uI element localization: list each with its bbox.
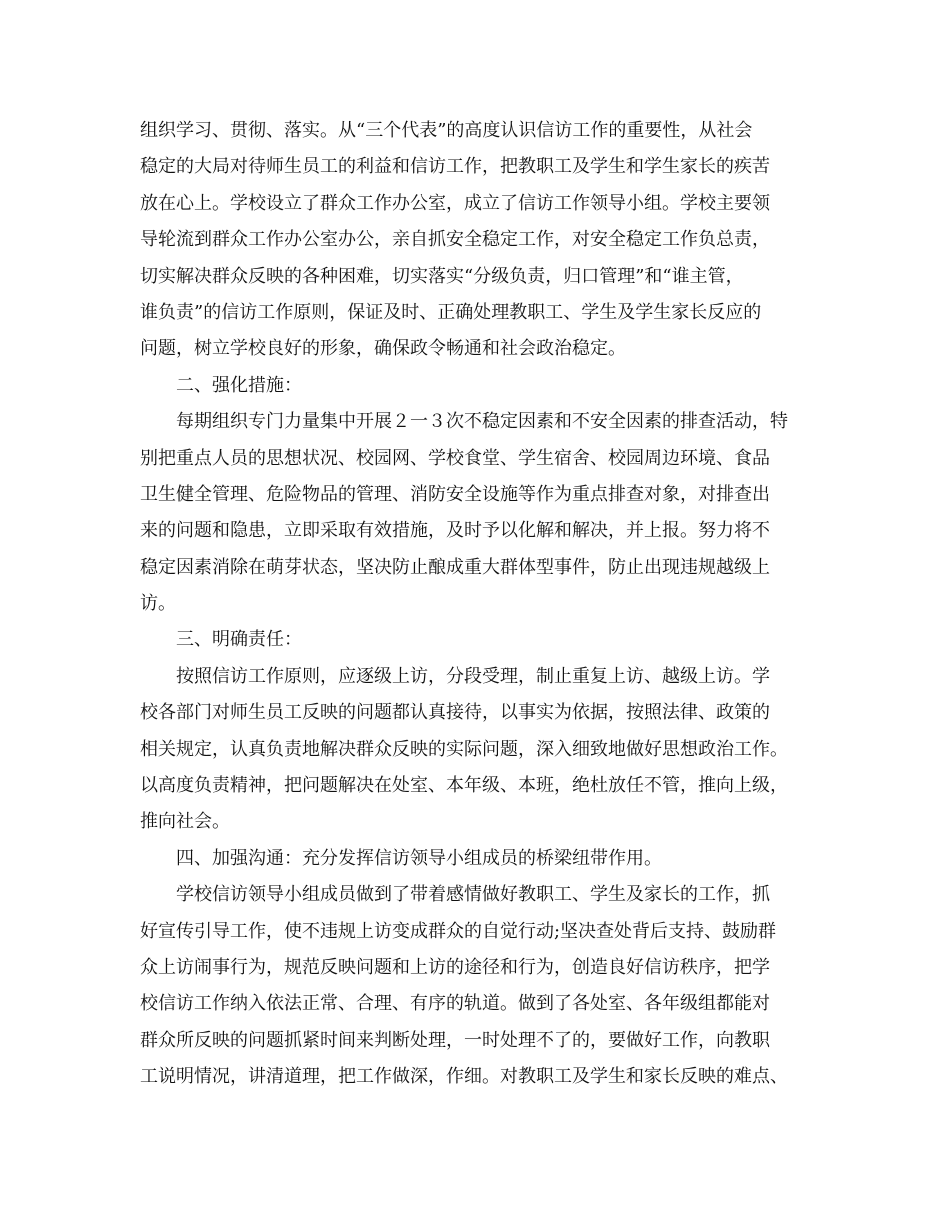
text-line: 别把重点人员的思想状况、校园网、学校食堂、学生宿舍、校园周边环境、食品	[140, 447, 770, 469]
section-heading-strengthen-communication	[140, 841, 820, 877]
text-line: 按照信访工作原则，应逐级上访，分段受理，制止重复上访、越级上访。学	[176, 665, 770, 687]
text-line: 切实解决群众反映的各种困难，切实落实“分级负责，归口管理”和“谁主管，	[140, 265, 744, 287]
text-line: 好宣传引导工作，使不违规上访变成群众的自觉行动;坚决查处背后支持、鼓励群	[140, 920, 777, 942]
text-line: 稳定因素消除在萌芽状态，坚决防止酿成重大群体型事件，防止出现违规越级上	[140, 556, 770, 578]
text-line: 学校信访领导小组成员做到了带着感情做好教职工、学生及家长的工作，抓	[176, 884, 770, 906]
section-heading-clarify-responsibility	[140, 622, 820, 658]
text-line: 推向社会。	[140, 811, 230, 833]
text-line: 相关规定，认真负责地解决群众反映的实际问题，深入细致地做好思想政治工作。	[140, 738, 788, 760]
text-line: 卫生健全管理、危险物品的管理、消防安全设施等作为重点排查对象，对排查出	[140, 483, 770, 505]
text-line: 放在心上。学校设立了群众工作办公室，成立了信访工作领导小组。学校主要领	[140, 192, 770, 214]
text-line: 每期组织专门力量集中开展２一３次不稳定因素和不安全因素的排查活动，特	[176, 411, 788, 433]
paragraph-intro-continuation	[140, 113, 820, 368]
section-heading-strengthen-measures	[140, 368, 820, 404]
paragraph-clarify-responsibility	[140, 659, 820, 841]
text-line: 稳定的大局对待师生员工的利益和信访工作，把教职工及学生和学生家长的疾苦	[140, 156, 770, 178]
text-line: 组织学习、贯彻、落实。从“三个代表”的高度认识信访工作的重要性，从社会	[140, 120, 753, 141]
document-body	[140, 113, 820, 1096]
section-heading: 三、明确责任：	[176, 629, 302, 651]
text-line: 校各部门对师生员工反映的问题都认真接待，以事实为依据，按照法律、政策的	[140, 702, 770, 724]
section-heading: 二、强化措施：	[176, 374, 302, 396]
text-line: 谁负责”的信访工作原则，保证及时、正确处理教职工、学生及学生家长反应的	[140, 301, 762, 323]
text-line: 众上访闹事行为，规范反映问题和上访的途径和行为，创造良好信访秩序，把学	[140, 956, 770, 978]
section-heading: 四、加强沟通：充分发挥信访领导小组成员的桥梁纽带作用。	[176, 847, 662, 869]
paragraph-strengthen-communication	[140, 877, 820, 1095]
text-line: 访。	[140, 593, 176, 615]
text-line: 工说明情况，讲清道理，把工作做深，作细。对教职工及学生和家长反映的难点、	[140, 1066, 788, 1088]
text-line: 校信访工作纳入依法正常、合理、有序的轨道。做到了各处室、各年级组都能对	[140, 993, 770, 1015]
text-line: 来的问题和隐患，立即采取有效措施，及时予以化解和解决，并上报。努力将不	[140, 520, 770, 542]
paragraph-strengthen-measures	[140, 404, 820, 622]
text-line: 问题，树立学校良好的形象，确保政令畅通和社会政治稳定。	[140, 338, 626, 360]
text-line: 导轮流到群众工作办公室办公，亲自抓安全稳定工作，对安全稳定工作负总责，	[140, 229, 770, 251]
text-line: 以高度负责精神，把问题解决在处室、本年级、本班，绝杜放任不管，推向上级，	[140, 775, 788, 797]
text-line: 群众所反映的问题抓紧时间来判断处理，一时处理不了的，要做好工作，向教职	[140, 1029, 770, 1051]
